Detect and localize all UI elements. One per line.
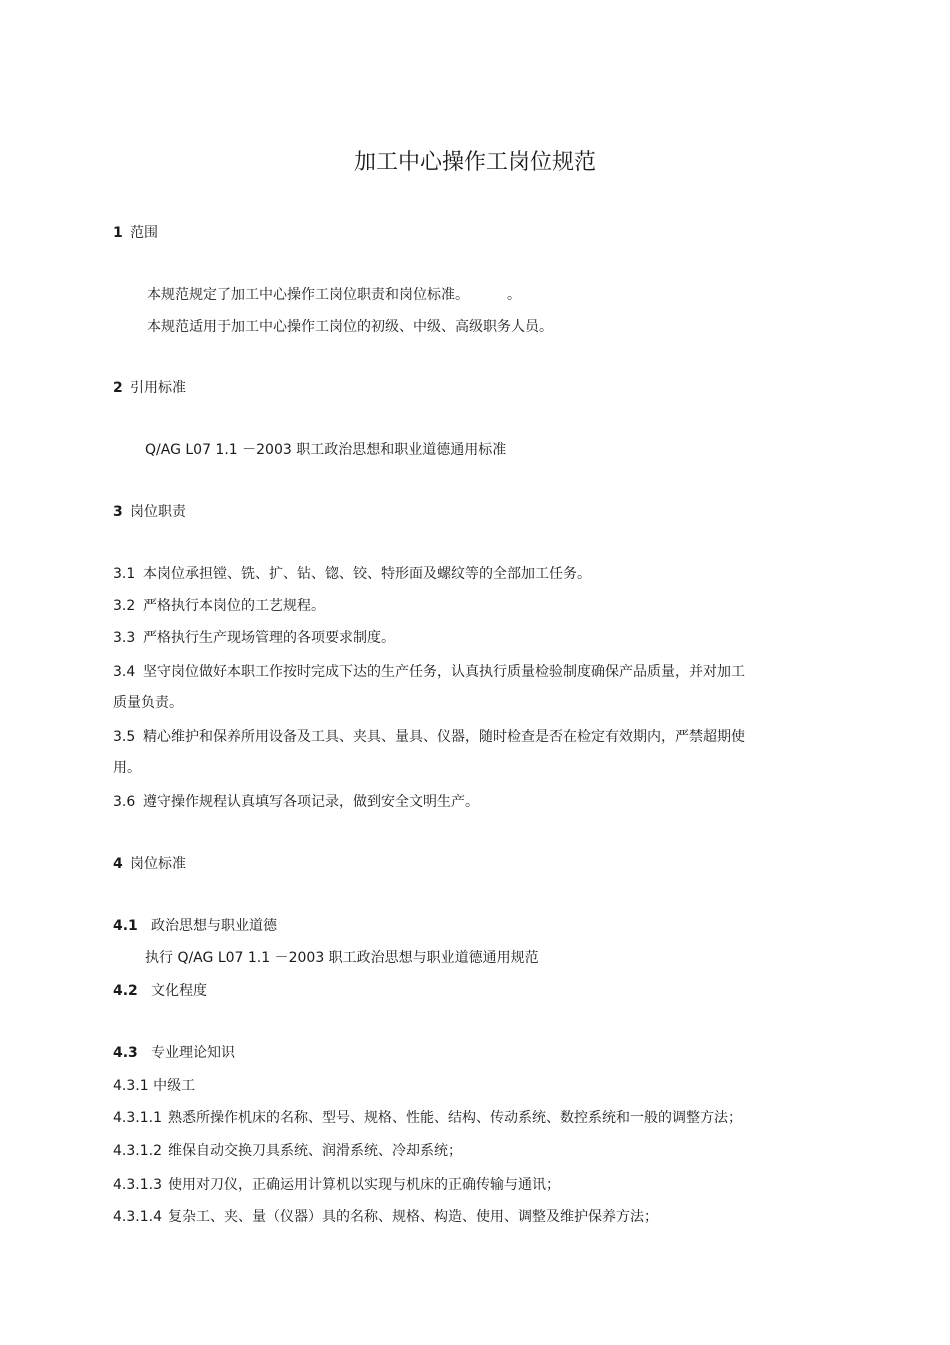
item-text: 坚守岗位做好本职工作按时完成下达的生产任务，认真执行质量检验制度确保产品质量，并对加工 [143,664,745,680]
subsection-4-2-heading [113,981,207,1001]
reference-standard: Q/AG L07 1.1 －2003 职工政治思想和职业道德通用标准 [145,442,507,458]
subsection-title: 政治思想与职业道德 [151,918,277,934]
item-text: 本岗位承担镗、铣、扩、钻、锪、铰、特形面及螺纹等的全部加工任务。 [143,566,591,582]
item-text: 精心维护和保养所用设备及工具、夹具、量具、仪器，随时检查是否在检定有效期内，严禁超期使 [143,729,745,745]
list-item [113,1141,462,1161]
section-title: 引用标准 [130,380,186,396]
item-text: 严格执行本岗位的工艺规程。 [143,598,325,614]
subsection-4-1-heading [113,916,277,936]
list-item [113,596,325,616]
paragraph: 执行 Q/AG L07 1.1 －2003 职工政治思想与职业道德通用规范 [145,950,539,966]
item-number: 4.3.1.4 [113,1209,162,1225]
list-item [113,792,479,812]
item-text: 遵守操作规程认真填写各项记录，做到安全文明生产。 [143,794,479,810]
paragraph: 本规范适用于加工中心操作工岗位的初级、中级、高级职务人员。 [147,319,553,335]
item-number: 3.2 [113,598,136,614]
section-1-heading [113,223,158,243]
list-item-continuation: 用。 [113,760,141,776]
subsection-number: 4.1 [113,918,138,934]
item-number: 3.5 [113,729,136,745]
paragraph [147,285,521,305]
subsection-title: 专业理论知识 [151,1045,235,1061]
section-number: 2 [113,380,123,396]
section-title: 岗位标准 [130,856,186,872]
list-item [113,628,395,648]
page-title: 加工中心操作工岗位规范 [353,150,596,175]
list-item [113,1207,658,1227]
list-item [113,1108,742,1128]
item-text: 维保自动交换刀具系统、润滑系统、冷却系统； [168,1143,462,1159]
section-3-heading [113,502,186,522]
subsection-number: 4.3 [113,1045,138,1061]
item-text: 复杂工、夹、量（仪器）具的名称、规格、构造、使用、调整及维护保养方法； [168,1209,658,1225]
section-number: 4 [113,856,123,872]
list-item [113,564,591,584]
item-number: 4.3.1.1 [113,1110,162,1126]
list-item [113,727,745,747]
list-item [113,662,745,682]
section-2-heading [113,378,186,398]
section-number: 1 [113,225,123,241]
item-number: 3.3 [113,630,136,646]
list-item [113,1175,560,1195]
subsection-4-3-heading [113,1043,235,1063]
section-number: 3 [113,504,123,520]
sub-subsection-heading: 4.3.1 中级工 [113,1078,196,1094]
subsection-number: 4.2 [113,983,138,999]
paragraph-tail: 。 [507,287,521,303]
subsection-title: 文化程度 [151,983,207,999]
item-number: 3.1 [113,566,136,582]
section-4-heading [113,854,186,874]
item-number: 4.3.1.3 [113,1177,162,1193]
section-title: 岗位职责 [130,504,186,520]
paragraph-text: 本规范规定了加工中心操作工岗位职责和岗位标准。 [147,287,469,303]
item-text: 熟悉所操作机床的名称、型号、规格、性能、结构、传动系统、数控系统和一般的调整方法； [168,1110,742,1126]
item-text: 严格执行生产现场管理的各项要求制度。 [143,630,395,646]
list-item-continuation: 质量负责。 [113,695,183,711]
item-number: 3.6 [113,794,136,810]
item-number: 4.3.1.2 [113,1143,162,1159]
section-title: 范围 [130,225,158,241]
item-text: 使用对刀仪，正确运用计算机以实现与机床的正确传输与通讯； [168,1177,560,1193]
item-number: 3.4 [113,664,136,680]
